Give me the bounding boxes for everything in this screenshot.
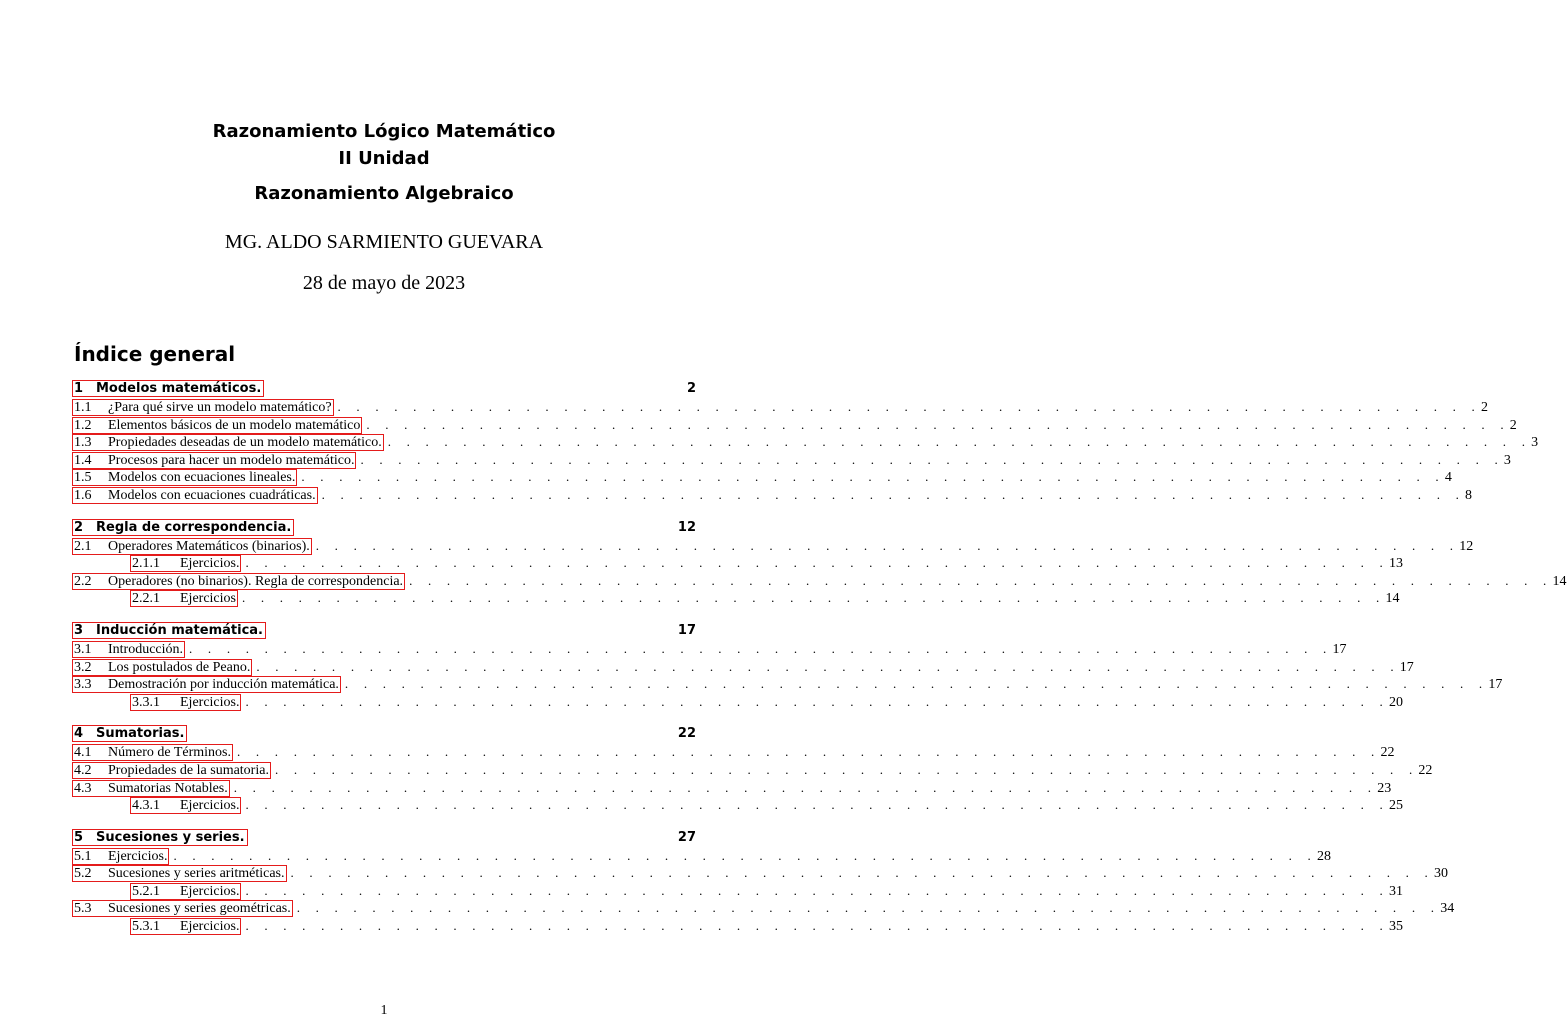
toc-section-entry[interactable]	[72, 676, 1503, 694]
dot-leader: . . . . . . . . . . . . . . . . . . . . . . . . . . . . . . . . . . . . . . . . . . . . . . . . . . . . . . . . . . . . .	[360, 451, 1504, 467]
toc-chapter-page: 17	[677, 622, 696, 638]
toc-entry-title: ¿Para qué sirve un modelo matemático?	[108, 400, 332, 415]
toc-entry-title: Modelos con ecuaciones lineales.	[108, 470, 296, 486]
toc-section-entry[interactable]	[72, 847, 1331, 866]
toc-chapter	[72, 519, 1567, 608]
toc-entry-page: 17	[1332, 641, 1347, 657]
toc-entry-page: 34	[1440, 901, 1455, 917]
toc-entry-title: Modelos con ecuaciones cuadráticas.	[108, 487, 316, 503]
toc-section-link[interactable]	[72, 417, 362, 434]
toc-section-entry[interactable]	[72, 744, 1395, 762]
toc-subsection-entry[interactable]	[72, 882, 1403, 901]
dot-leader: . . . . . . . . . . . . . . . . . . . . . . . . . . . . . . . . . . . . . . . . . . . . . . . . . . . . . . . . . . . . .	[173, 847, 1317, 863]
toc-section-link[interactable]	[72, 676, 341, 693]
toc-entry-page: 8	[1465, 487, 1473, 503]
toc-section-entry[interactable]	[72, 537, 1474, 556]
toc-entry-title: Demostración por inducción matemática.	[108, 677, 339, 693]
toc-section-link[interactable]	[72, 641, 185, 658]
toc-entry-number: 5.2	[74, 866, 92, 882]
toc-entry-number: 2.1	[74, 538, 92, 554]
toc-section-link[interactable]	[72, 487, 318, 504]
dot-leader: . . . . . . . . . . . . . . . . . . . . . . . . . . . . . . . . . . . . . . . . . . . . . . . . . . . . . . . . . . . . .	[245, 693, 1389, 709]
toc-entry-page: 4	[1444, 470, 1452, 486]
toc-subsection-entry[interactable]	[72, 693, 1403, 712]
dot-leader: . . . . . . . . . . . . . . . . . . . . . . . . . . . . . . . . . . . . . . . . . . . . . . . . . . . . . . . . . . . . .	[245, 918, 1389, 934]
document-subtitle: Razonamiento Algebraico	[254, 183, 514, 204]
toc-subsection-entry[interactable]	[72, 918, 1403, 936]
toc-entry-number: 4.3	[74, 780, 92, 796]
toc-entry-page: 14	[1552, 573, 1567, 589]
toc-entry-page: 22	[1418, 762, 1433, 778]
toc-entry-page: 35	[1388, 919, 1403, 935]
toc-heading: Índice general	[74, 342, 236, 366]
toc-entry-number: 3.2	[74, 659, 92, 675]
toc-entry-page: 13	[1388, 556, 1403, 572]
toc-entry-number: 1.2	[74, 417, 92, 433]
toc-entry-number: 4.3.1	[132, 798, 160, 814]
toc-chapter-entry[interactable]	[72, 380, 696, 399]
toc-chapter-entry[interactable]	[72, 622, 696, 641]
toc-entry-page: 17	[1488, 677, 1503, 693]
toc-section-entry[interactable]	[72, 434, 1539, 452]
toc-chapter-link[interactable]	[72, 725, 187, 742]
toc-chapter	[72, 829, 1455, 936]
dot-leader: . . . . . . . . . . . . . . . . . . . . . . . . . . . . . . . . . . . . . . . . . . . . . . . . . . . . . . . . . . . . .	[241, 590, 1386, 606]
toc-entry-number: 3.3.1	[132, 694, 160, 710]
toc-entry-page: 20	[1388, 694, 1403, 710]
toc-entry-page: 3	[1531, 435, 1539, 451]
toc-entry-title: Sumatorias Notables.	[108, 780, 228, 796]
dot-leader: . . . . . . . . . . . . . . . . . . . . . . . . . . . . . . . . . . . . . . . . . . . . . . . . . . . . . . . . . . . . .	[233, 779, 1378, 795]
toc-chapter-link[interactable]	[72, 519, 294, 536]
toc-entry-number: 5.3.1	[132, 919, 160, 935]
toc-section-entry[interactable]	[72, 416, 1517, 435]
toc-section-entry[interactable]	[72, 572, 1567, 591]
toc-entry-number: 2.2.1	[132, 591, 160, 607]
dot-leader: . . . . . . . . . . . . . . . . . . . . . . . . . . . . . . . . . . . . . . . . . . . . . . . . . . . . . . . . . . . . .	[321, 486, 1466, 502]
toc-entry-number: 1.6	[74, 487, 92, 503]
document-date: 28 de mayo de 2023	[302, 272, 466, 294]
toc-section-entry[interactable]	[72, 486, 1473, 505]
toc-entry-title: Operadores Matemáticos (binarios).	[108, 538, 310, 554]
toc-section-entry[interactable]	[72, 658, 1414, 677]
toc-section-link[interactable]	[72, 865, 287, 882]
toc-entry-page: 2	[1509, 417, 1517, 433]
toc-section-link[interactable]	[72, 538, 312, 555]
toc-entry-number: 2.1.1	[132, 556, 160, 572]
toc-entry-title: Elementos básicos de un modelo matemático	[108, 417, 361, 433]
toc-chapter-link[interactable]	[72, 380, 264, 397]
dot-leader: . . . . . . . . . . . . . . . . . . . . . . . . . . . . . . . . . . . . . . . . . . . . . . . . . . . . . . . . . . . . .	[274, 761, 1419, 777]
toc-entry-number: 1.3	[74, 435, 92, 451]
dot-leader: . . . . . . . . . . . . . . . . . . . . . . . . . . . . . . . . . . . . . . . . . . . . . . . . . . . . . . . . . . . . .	[245, 797, 1389, 813]
toc-section-entry[interactable]	[72, 469, 1452, 487]
toc-subsection-link[interactable]	[130, 555, 241, 572]
toc-chapter	[72, 380, 1539, 505]
toc-entry-number: 4.1	[74, 745, 92, 761]
toc-entry-number: 3.3	[74, 677, 92, 693]
toc-entry-number: 5.2.1	[132, 883, 160, 899]
toc-chapter-entry[interactable]	[72, 829, 696, 848]
dot-leader: . . . . . . . . . . . . . . . . . . . . . . . . . . . . . . . . . . . . . . . . . . . . . . . . . . . . . . . . . . . . .	[301, 469, 1445, 485]
toc-chapter-page: 27	[677, 829, 696, 845]
dot-leader: . . . . . . . . . . . . . . . . . . . . . . . . . . . . . . . . . . . . . . . . . . . . . . . . . . . . . . . . . . . . .	[337, 399, 1481, 414]
title-block	[0, 118, 768, 172]
toc-entry-number: 3.1	[74, 641, 92, 657]
unit-title: II Unidad	[338, 148, 430, 169]
toc-chapter-link[interactable]	[72, 829, 248, 846]
toc-chapter-link[interactable]	[72, 622, 266, 639]
toc-chapter-number: 1	[74, 381, 84, 396]
toc-entry-title: Sucesiones y series aritméticas.	[108, 866, 285, 882]
toc-section-link[interactable]	[72, 452, 356, 469]
toc-entry-title: Ejercicios.	[180, 798, 240, 814]
toc-subsection-link[interactable]	[130, 918, 241, 935]
toc-chapter-title: Inducción matemática.	[96, 622, 263, 638]
toc-chapter-entry[interactable]	[72, 519, 696, 538]
toc-section-link[interactable]	[72, 659, 252, 676]
toc-entry-title: Los postulados de Peano.	[108, 659, 251, 675]
dot-leader: . . . . . . . . . . . . . . . . . . . . . . . . . . . . . . . . . . . . . . . . . . . . . . . . . . . . . . . . . . . . .	[245, 555, 1389, 571]
toc-section-link[interactable]	[72, 469, 297, 486]
toc-entry-title: Propiedades deseadas de un modelo matemático.	[108, 435, 382, 451]
toc-section-link[interactable]	[72, 900, 293, 917]
toc-subsection-entry[interactable]	[72, 590, 1400, 608]
toc-section-link[interactable]	[72, 744, 233, 761]
toc-section-entry[interactable]	[72, 865, 1448, 883]
table-of-contents	[72, 380, 1567, 950]
dot-leader: . . . . . . . . . . . . . . . . . . . . . . . . . . . . . . . . . . . . . . . . . . . . . . . . . . . . . . . . . . . . .	[366, 416, 1510, 432]
toc-section-link[interactable]	[72, 573, 405, 590]
toc-entry-page: 23	[1377, 780, 1392, 796]
toc-subsection-entry[interactable]	[72, 797, 1403, 815]
toc-chapter-title: Sumatorias.	[96, 726, 185, 742]
toc-section-entry[interactable]	[72, 779, 1392, 798]
toc-entry-page: 31	[1388, 883, 1403, 899]
toc-section-link[interactable]	[72, 780, 230, 797]
toc-chapter-title: Regla de correspondencia.	[96, 519, 292, 535]
toc-entry-number: 1.5	[74, 470, 92, 486]
toc-entry-title: Ejercicios.	[180, 883, 240, 899]
page-number: 1	[380, 1003, 388, 1018]
toc-section-entry[interactable]	[72, 451, 1511, 470]
toc-entry-title: Número de Términos.	[108, 745, 231, 761]
toc-entry-title: Procesos para hacer un modelo matemático.	[108, 452, 355, 468]
dot-leader: . . . . . . . . . . . . . . . . . . . . . . . . . . . . . . . . . . . . . . . . . . . . . . . . . . . . . . . . . . . . .	[290, 865, 1434, 881]
dot-leader: . . . . . . . . . . . . . . . . . . . . . . . . . . . . . . . . . . . . . . . . . . . . . . . . . . . . . . . . . . . . .	[315, 537, 1460, 553]
dot-leader: . . . . . . . . . . . . . . . . . . . . . . . . . . . . . . . . . . . . . . . . . . . . . . . . . . . . . . . . . . . . .	[256, 658, 1400, 674]
toc-entry-title: Sucesiones y series geométricas.	[108, 901, 291, 917]
toc-entry-title: Ejercicios.	[180, 694, 240, 710]
toc-subsection-link[interactable]	[130, 590, 238, 607]
toc-chapter	[72, 725, 1433, 814]
dot-leader: . . . . . . . . . . . . . . . . . . . . . . . . . . . . . . . . . . . . . . . . . . . . . . . . . . . . . . . . . . . . .	[296, 900, 1441, 916]
toc-entry-page: 2	[1480, 400, 1488, 415]
toc-entry-title: Operadores (no binarios). Regla de correspondencia.	[108, 573, 404, 589]
author: MG. ALDO SARMIENTO GUEVARA	[224, 231, 544, 253]
toc-subsection-link[interactable]	[130, 694, 241, 711]
toc-section-link[interactable]	[72, 399, 334, 416]
toc-section-link[interactable]	[72, 848, 169, 865]
toc-entry-number: 5.1	[74, 848, 92, 864]
toc-entry-page: 17	[1399, 659, 1414, 675]
toc-chapter-page: 2	[686, 381, 696, 396]
toc-entry-title: Ejercicios.	[108, 848, 168, 864]
document-title: Razonamiento Lógico Matemático	[212, 121, 556, 142]
toc-entry-number: 1.1	[74, 400, 92, 415]
toc-entry-title: Ejercicios.	[180, 556, 240, 572]
toc-chapter	[72, 622, 1503, 711]
toc-section-link[interactable]	[72, 762, 271, 779]
dot-leader: . . . . . . . . . . . . . . . . . . . . . . . . . . . . . . . . . . . . . . . . . . . . . . . . . . . . . . . . . . . . .	[237, 744, 1381, 760]
toc-subsection-link[interactable]	[130, 797, 241, 814]
toc-chapter-title: Sucesiones y series.	[96, 829, 245, 845]
toc-section-entry[interactable]	[72, 761, 1433, 780]
toc-chapter-number: 2	[74, 519, 84, 535]
toc-section-entry[interactable]	[72, 900, 1455, 918]
toc-entry-page: 3	[1503, 452, 1511, 468]
toc-entry-title: Ejercicios.	[180, 919, 240, 935]
toc-entry-title: Propiedades de la sumatoria.	[108, 762, 269, 778]
toc-entry-page: 25	[1388, 798, 1403, 814]
dot-leader: . . . . . . . . . . . . . . . . . . . . . . . . . . . . . . . . . . . . . . . . . . . . . . . . . . . . . . . . . . . . .	[245, 882, 1389, 898]
toc-entry-page: 30	[1433, 866, 1448, 882]
toc-entry-number: 2.2	[74, 573, 92, 589]
toc-chapter-number: 5	[74, 829, 84, 845]
dot-leader: . . . . . . . . . . . . . . . . . . . . . . . . . . . . . . . . . . . . . . . . . . . . . . . . . . . . . . . . . . . . .	[189, 640, 1333, 656]
toc-section-link[interactable]	[72, 434, 384, 451]
dot-leader: . . . . . . . . . . . . . . . . . . . . . . . . . . . . . . . . . . . . . . . . . . . . . . . . . . . . . . . . . . . . .	[344, 676, 1489, 692]
toc-chapter-number: 4	[74, 726, 84, 742]
toc-entry-title: Introducción.	[108, 641, 184, 657]
toc-entry-title: Ejercicios	[180, 591, 236, 607]
toc-entry-page: 22	[1380, 745, 1395, 761]
toc-entry-number: 5.3	[74, 901, 92, 917]
toc-chapter-number: 3	[74, 622, 84, 638]
toc-chapter-page: 12	[677, 519, 696, 535]
toc-chapter-title: Modelos matemáticos.	[96, 381, 262, 396]
toc-chapter-page: 22	[677, 726, 696, 742]
toc-entry-number: 4.2	[74, 762, 92, 778]
toc-section-entry[interactable]	[72, 640, 1347, 659]
dot-leader: . . . . . . . . . . . . . . . . . . . . . . . . . . . . . . . . . . . . . . . . . . . . . . . . . . . . . . . . . . . . .	[387, 434, 1532, 450]
toc-chapter-entry[interactable]	[72, 725, 696, 744]
toc-entry-number: 1.4	[74, 452, 92, 468]
dot-leader: . . . . . . . . . . . . . . . . . . . . . . . . . . . . . . . . . . . . . . . . . . . . . . . . . . . . . . . . . . . . .	[409, 572, 1553, 588]
toc-entry-page: 28	[1316, 848, 1331, 864]
toc-entry-page: 14	[1385, 591, 1400, 607]
toc-section-entry[interactable]	[72, 399, 1488, 417]
toc-entry-page: 12	[1459, 538, 1474, 554]
toc-subsection-entry[interactable]	[72, 555, 1403, 573]
toc-subsection-link[interactable]	[130, 883, 241, 900]
